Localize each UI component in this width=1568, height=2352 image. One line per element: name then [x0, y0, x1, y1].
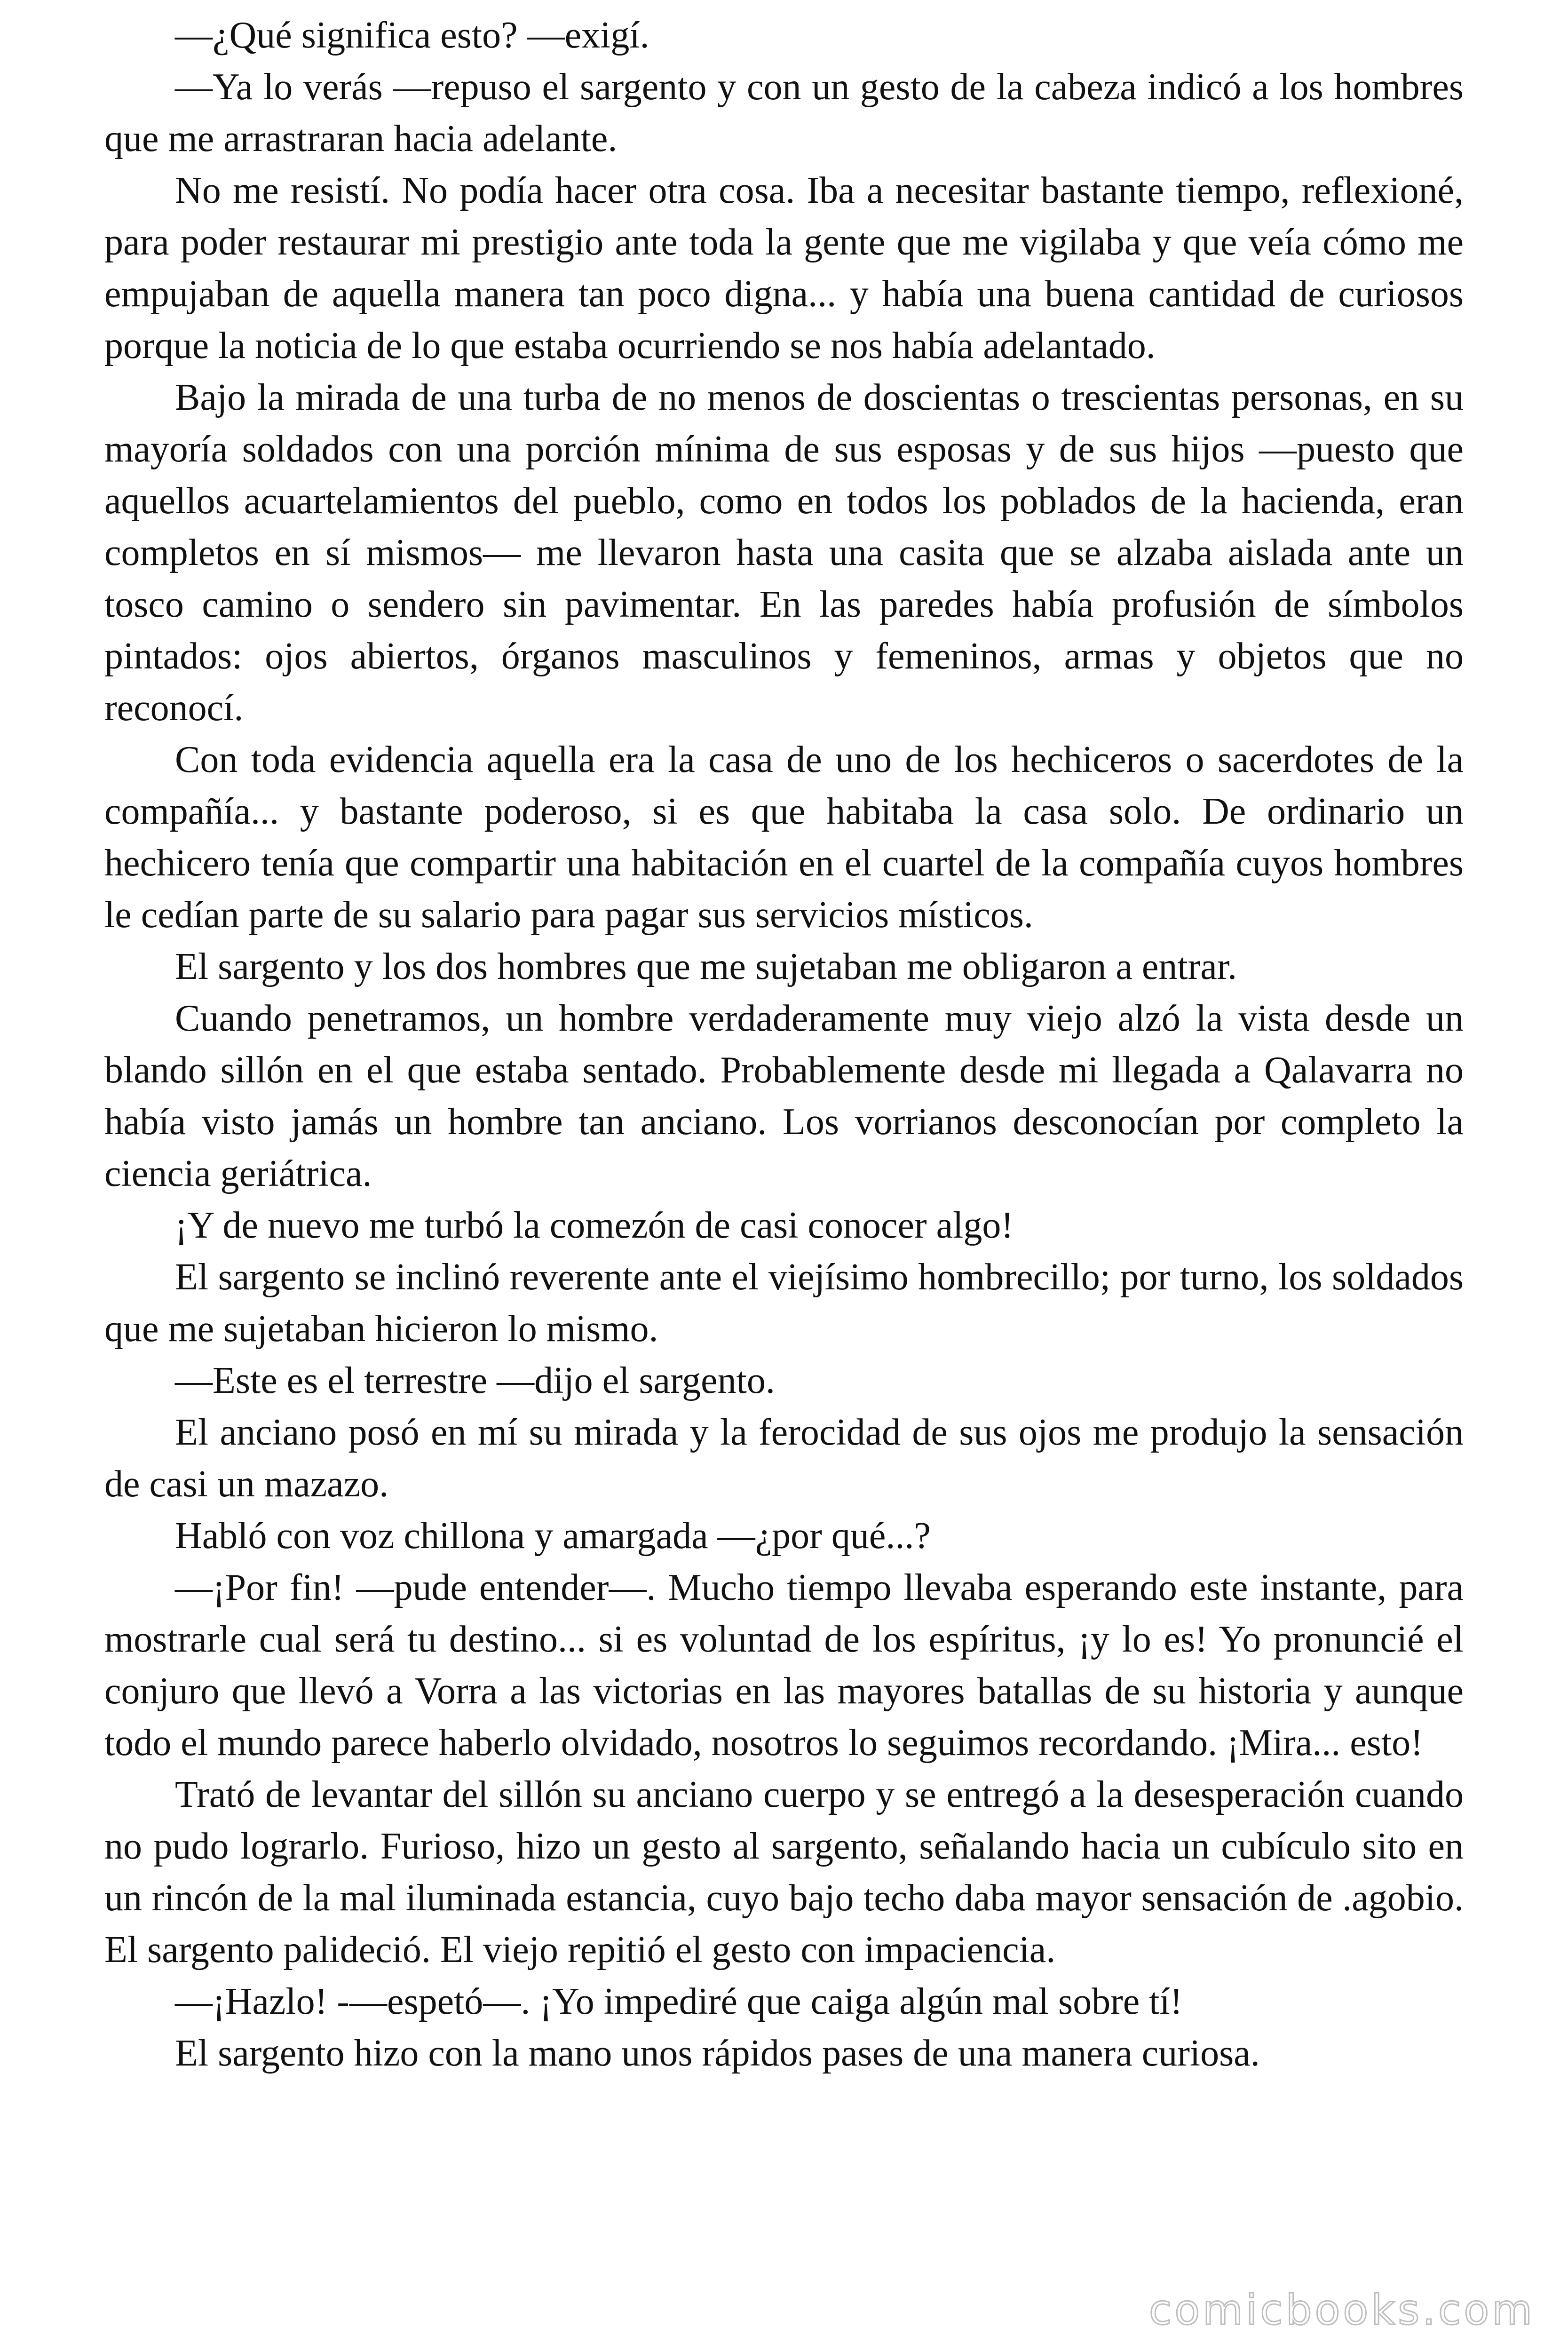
paragraph: El anciano posó en mí su mirada y la ferocidad de sus ojos me produjo la sensación de casi un mazazo. [104, 1412, 1464, 1505]
body-text [104, 9, 1464, 2079]
paragraph: Cuando penetramos, un hombre verdaderamente muy viejo alzó la vista desde un blando sillón en el que estaba sentado. Probablemente desde mi llegada a Qalavarra no había visto jamás un hombre tan anciano. Los vorrianos desconocían por completo la ciencia geriátrica. [104, 998, 1464, 1194]
paragraph: Con toda evidencia aquella era la casa de uno de los hechiceros o sacerdotes de la compañía... y bastante poderoso, si es que habitaba la casa solo. De ordinario un hechicero tenía que compartir una habitación en el cuartel de la compañía cuyos hombres le cedían parte de su salario para pagar sus servicios místicos. [104, 739, 1464, 936]
paragraph: El sargento hizo con la mano unos rápidos pases de una manera curiosa. [175, 2033, 1260, 2074]
paragraph: ¡Y de nuevo me turbó la comezón de casi conocer algo! [175, 1205, 1014, 1246]
paragraph: —Ya lo verás —repuso el sargento y con un gesto de la cabeza indicó a los hombres que me arrastraran hacia adelante. [104, 66, 1464, 159]
paragraph: Bajo la mirada de una turba de no menos de doscientas o trescientas personas, en su mayoría soldados con una porción mínima de sus esposas y de sus hijos —puesto que aquellos acuartelamientos del pueblo, como en todos los poblados de la hacienda, eran completos en sí mismos— me llevaron hasta una casita que se alzaba aislada ante un tosco camino o sendero sin pavimentar. En las paredes había profusión de símbolos pintados: ojos abiertos, órganos masculinos y femeninos, armas y objetos que no reconocí. [104, 377, 1464, 729]
paragraph: —Este es el terrestre —dijo el sargento. [175, 1360, 775, 1401]
paragraph: Trató de levantar del sillón su anciano cuerpo y se entregó a la desesperación cuando no pudo lograrlo. Furioso, hizo un gesto al sargento, señalando hacia un cubículo sito en un rincón de la mal iluminada estancia, cuyo bajo techo daba mayor sensación de .agobio. El sargento palideció. El viejo repitió el gesto con impaciencia. [104, 1774, 1464, 1971]
paragraph: —¡Por fin! —pude entender—. Mucho tiempo llevaba esperando este instante, para mostrarle cual será tu destino... si es voluntad de los espíritus, ¡y lo es! Yo pronuncié el conjuro que llevó a Vorra a las victorias en las mayores batallas de su historia y aunque todo el mundo parece haberlo olvidado, nosotros lo seguimos recordando. ¡Mira... esto! [104, 1567, 1464, 1764]
paragraph: Habló con voz chillona y amargada —¿por qué...? [175, 1515, 931, 1557]
paragraph: El sargento se inclinó reverente ante el viejísimo hombrecillo; por turno, los soldados que me sujetaban hicieron lo mismo. [104, 1256, 1464, 1350]
paragraph: —¡Hazlo! -—espetó—. ¡Yo impediré que caiga algún mal sobre tí! [175, 1981, 1183, 2022]
paragraph: El sargento y los dos hombres que me sujetaban me obligaron a entrar. [175, 946, 1237, 987]
paragraph: —¿Qué significa esto? —exigí. [175, 15, 649, 56]
watermark: comicbooks.com [1148, 2286, 1535, 2334]
paragraph: No me resistí. No podía hacer otra cosa. Iba a necesitar bastante tiempo, reflexioné, para poder restaurar mi prestigio ante toda la gente que me vigilaba y que veía cómo me empujaban de aquella manera tan poco digna... y había una buena cantidad de curiosos porque la noticia de lo que estaba ocurriendo se nos había adelantado. [104, 170, 1464, 366]
